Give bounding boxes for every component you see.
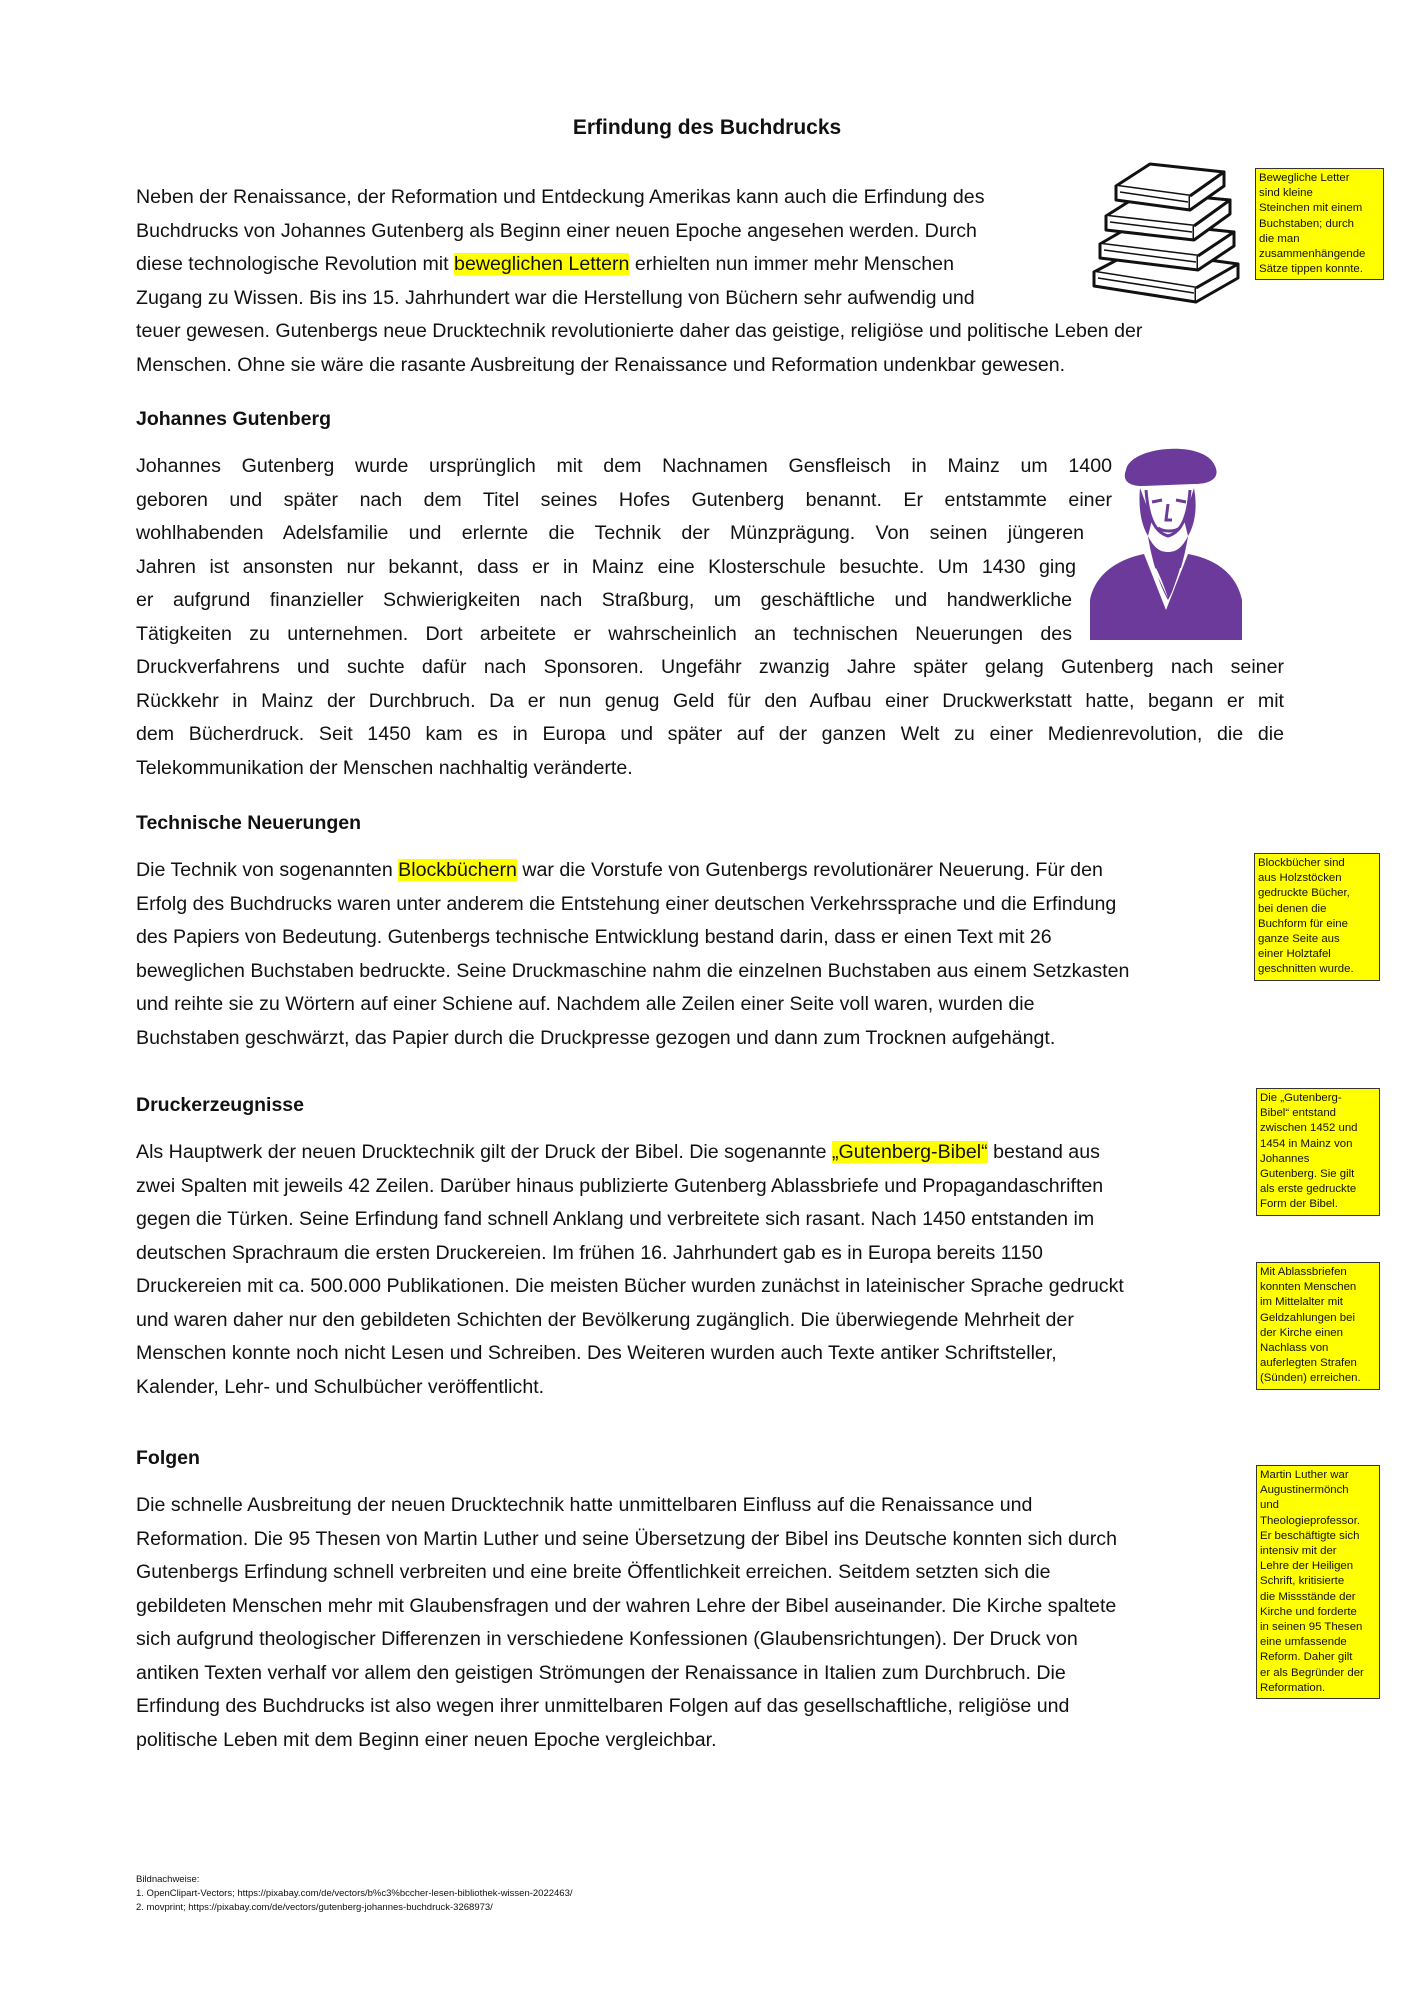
text-line: Johannes Gutenberg wurde ursprünglich mit dem Nachnamen Gensfleisch in Mainz um 1400 (136, 455, 1112, 477)
section-heading-gutenberg: Johannes Gutenberg (136, 408, 332, 430)
margin-note-ablass: Mit Ablassbriefen konnten Menschen im Mittelalter mit Geldzahlungen bei der Kirche einen Nachlass von auferlegten Strafen (Sünden) erreichen. (1256, 1262, 1380, 1390)
text-line: geboren und später nach dem Titel seines Hofes Gutenberg benannt. Er entstammte einer (136, 488, 1112, 511)
text-line: Druckverfahrens und suchte dafür nach Sponsoren. Ungefähr zwanzig Jahre später gelang Gutenberg nach seiner (136, 656, 1284, 678)
text-line: Gutenbergs Erfindung schnell verbreiten und eine breite Öffentlichkeit erreichen. Seitdem setzten sich die (136, 1561, 1051, 1583)
text-line: Kalender, Lehr- und Schulbücher veröffentlicht. (136, 1375, 545, 1398)
text-line: antiken Texten verhalf vor allem den geistigen Strömungen der Renaissance in Italien zum Durchbruch. Die (136, 1661, 1066, 1684)
image-credit-item: 2. movprint; https://pixabay.com/de/vectors/gutenberg-johannes-buchdruck-3268973/ (136, 1902, 493, 1913)
text-line: Menschen. Ohne sie wäre die rasante Ausbreitung der Renaissance und Reformation undenkbar gewesen. (136, 353, 1066, 376)
druckerzeugnisse-paragraph (136, 1136, 1284, 1404)
text-line: Erfolg des Buchdrucks waren unter anderem die Entstehung einer deutschen Verkehrssprache und die Erfindung (136, 892, 1117, 915)
text-line: teuer gewesen. Gutenbergs neue Drucktechnik revolutionierte daher das geistige, religiöse und politische Leben der (136, 320, 1143, 342)
text-line: deutschen Sprachraum die ersten Druckereien. Im frühen 16. Jahrhundert gab es in Europa bereits 1150 (136, 1241, 1043, 1264)
text-line: sich aufgrund theologischer Differenzen in verschiedene Konfessionen (Glaubensrichtungen). Der Druck von (136, 1628, 1078, 1650)
text-line: beweglichen Buchstaben bedruckte. Seine Druckmaschine nahm die einzelnen Buchstaben aus einem Setzkasten (136, 959, 1130, 982)
text-line: er aufgrund finanzieller Schwierigkeiten nach Straßburg, um geschäftliche und handwerkliche (136, 589, 1072, 611)
text-line: Telekommunikation der Menschen nachhaltig veränderte. (136, 756, 633, 779)
text-line: diese technologische Revolution mit beweglichen Lettern erhielten nun immer mehr Menschen (136, 253, 954, 275)
text-line: Buchstaben geschwärzt, das Papier durch die Druckpresse gezogen und dann zum Trocknen aufgehängt. (136, 1026, 1056, 1049)
margin-note-blockbuecher: Blockbücher sind aus Holzstöcken gedruckte Bücher, bei denen die Buchform für eine ganze Seite aus einer Holztafel geschnitten wurde. (1254, 853, 1380, 981)
text-line: Menschen konnte noch nicht Lesen und Schreiben. Des Weiteren wurden auch Texte antiker Schriftsteller, (136, 1342, 1057, 1364)
text-line: Als Hauptwerk der neuen Drucktechnik gilt der Druck der Bibel. Die sogenannte „Gutenberg-Bibel“ bestand aus (136, 1141, 1100, 1163)
text-line: Rückkehr in Mainz der Durchbruch. Da er nun genug Geld für den Aufbau einer Druckwerkstatt hatte, begann er mit (136, 689, 1284, 712)
text-line: gebildeten Menschen mehr mit Glaubensfragen und der wahren Lehre der Bibel auseinander. Die Kirche spaltete (136, 1594, 1117, 1617)
margin-note-bibel: Die „Gutenberg- Bibel“ entstand zwischen 1452 und 1454 in Mainz von Johannes Gutenberg. Sie gilt als erste gedruckte Form der Bibel. (1256, 1088, 1380, 1216)
margin-note-luther: Martin Luther war Augustinermönch und Theologieprofessor. Er beschäftigte sich intensiv mit der Lehre der Heiligen Schrift, kritisierte die Missstände der Kirche und forderte in seinen 95 Thesen eine umfassende Reform. Daher gilt er als Begründer der Reformation. (1256, 1465, 1380, 1699)
highlight-term: „Gutenberg-Bibel“ (831, 1141, 988, 1163)
text-line: Erfindung des Buchdrucks ist also wegen ihrer unmittelbaren Folgen auf das gesellschaftliche, religiöse und (136, 1695, 1070, 1717)
text-line: Neben der Renaissance, der Reformation und Entdeckung Amerikas kann auch die Erfindung des (136, 186, 985, 208)
text-line: Druckereien mit ca. 500.000 Publikationen. Die meisten Bücher wurden zunächst in lateinischer Sprache gedruckt (136, 1275, 1124, 1297)
text-line: Jahren ist ansonsten nur bekannt, dass er in Mainz eine Klosterschule besuchte. Um 1430 ging (136, 555, 1076, 578)
text-line: gegen die Türken. Seine Erfindung fand schnell Anklang und verbreitete sich rasant. Nach 1450 entstanden im (136, 1208, 1095, 1230)
image-credit-item: 1. OpenClipart-Vectors; https://pixabay.com/de/vectors/b%c3%bccher-lesen-bibliothek-wissen-2022463/ (136, 1888, 573, 1899)
margin-note-lettern: Bewegliche Letter sind kleine Steinchen mit einem Buchstaben; durch die man zusammenhängende Sätze tippen konnte. (1255, 168, 1384, 280)
text-line: Tätigkeiten zu unternehmen. Dort arbeitete er wahrscheinlich an technischen Neuerungen des (136, 622, 1072, 645)
text-line: Reformation. Die 95 Thesen von Martin Luther und seine Übersetzung der Bibel ins Deutsche konnten sich durch (136, 1527, 1117, 1550)
text-line: Zugang zu Wissen. Bis ins 15. Jahrhundert war die Herstellung von Büchern sehr aufwendig und (136, 286, 975, 309)
section-heading-folgen: Folgen (136, 1447, 200, 1469)
section-heading-technik: Technische Neuerungen (136, 812, 362, 834)
highlight-term: Blockbüchern (398, 859, 517, 881)
gutenberg-portrait-icon (1090, 440, 1242, 640)
image-credits (136, 1873, 573, 1915)
text-line: und waren daher nur den gebildeten Schichten der Bevölkerung zugänglich. Die überwiegende Mehrheit der (136, 1308, 1074, 1331)
folgen-paragraph (136, 1489, 1284, 1757)
text-line: Die schnelle Ausbreitung der neuen Drucktechnik hatte unmittelbaren Einfluss auf die Renaissance und (136, 1494, 1033, 1516)
page-title: Erfindung des Buchdrucks (572, 116, 842, 139)
text-line: des Papiers von Bedeutung. Gutenbergs technische Entwicklung bestand darin, dass er einen Text mit 26 (136, 926, 1052, 948)
section-heading-druckerzeugnisse: Druckerzeugnisse (136, 1094, 304, 1116)
text-line: zwei Spalten mit jeweils 42 Zeilen. Darüber hinaus publizierte Gutenberg Ablassbriefe und Propagandaschriften (136, 1174, 1104, 1197)
highlight-term: beweglichen Lettern (454, 253, 630, 275)
stacked-books-icon (1086, 160, 1244, 306)
text-line: wohlhabenden Adelsfamilie und erlernte die Technik der Münzprägung. Von seinen jüngeren (136, 522, 1084, 544)
technik-paragraph (136, 854, 1284, 1055)
image-credits-heading: Bildnachweise: (136, 1874, 200, 1885)
text-line: und reihte sie zu Wörtern auf einer Schiene auf. Nachdem alle Zeilen einer Seite voll waren, wurden die (136, 993, 1035, 1015)
text-line: dem Bücherdruck. Seit 1450 kam es in Europa und später auf der ganzen Welt zu einer Medienrevolution, die die (136, 723, 1284, 745)
text-line: Buchdrucks von Johannes Gutenberg als Beginn einer neuen Epoche angesehen werden. Durch (136, 219, 977, 242)
text-line: Die Technik von sogenannten Blockbüchern war die Vorstufe von Gutenbergs revolutionärer Neuerung. Für den (136, 859, 1103, 881)
text-line: politische Leben mit dem Beginn einer neuen Epoche vergleichbar. (136, 1728, 717, 1751)
